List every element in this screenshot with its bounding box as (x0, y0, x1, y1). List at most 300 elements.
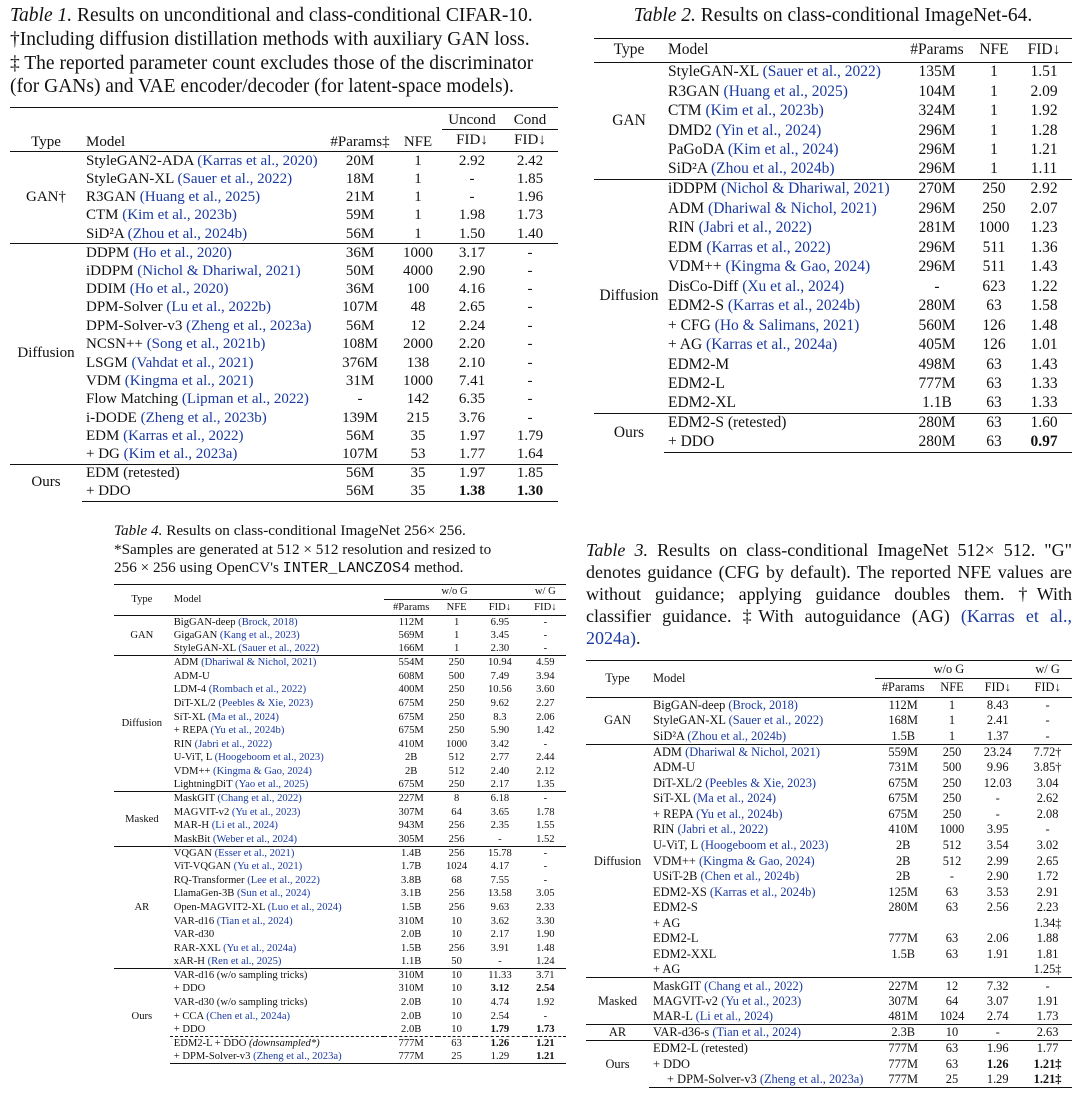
model-name: ADM (653, 744, 682, 759)
model-name: + AG (653, 962, 681, 977)
cell-n: 10 (451, 1010, 462, 1022)
cell-n: 142 (406, 391, 430, 408)
table-row (114, 941, 566, 955)
model-citation: (Huang et al., 2025) (723, 82, 848, 100)
model-citation: (Karras et al., 2024b) (709, 884, 816, 899)
model-name: DiT-XL/2 (653, 775, 703, 790)
cell-g: 1.72 (1036, 869, 1059, 884)
cell-a: 6.95 (475, 615, 525, 629)
model-cell (170, 955, 385, 969)
model-name: ADM (173, 657, 199, 669)
cell-a: - (995, 791, 1000, 806)
model-name: EDM2-S (653, 900, 698, 915)
cell-n: 64 (945, 993, 959, 1008)
model-name: EDM2-L (retested) (653, 1041, 748, 1056)
cell-g: 3.02 (1036, 837, 1059, 852)
cell-p: 296M (918, 121, 956, 139)
cell-g: 1.21‡ (1023, 1072, 1072, 1088)
header-type: Type (10, 108, 82, 152)
cell-n: 63 (945, 931, 959, 946)
cell-p: 2B (405, 752, 418, 764)
cell-p: 498M (918, 355, 956, 373)
model-cell (649, 900, 875, 916)
row-type: AR (586, 1025, 649, 1041)
model-cell (170, 737, 385, 751)
table-row (594, 199, 1072, 219)
model-name: EDM2-S (retested) (668, 414, 787, 432)
cell-a: 2.17 (490, 779, 510, 791)
cell-p: 296M (918, 238, 956, 256)
model-name: R3GAN (668, 82, 720, 100)
model-cell (82, 354, 326, 372)
model-citation: (Ho et al., 2020) (129, 281, 229, 298)
cell-n: 1 (990, 121, 998, 139)
model-name: + AG (668, 336, 703, 354)
table-row (114, 751, 566, 765)
model-citation: (Ren et al., 2025) (207, 956, 282, 968)
cell-p: 410M (888, 822, 918, 837)
table-row (586, 713, 1072, 729)
header-params: #Params‡ (326, 108, 394, 152)
cell-n: 63 (972, 413, 1016, 433)
model-cell (649, 1056, 875, 1072)
cell-n: 250 (942, 775, 962, 790)
cell-p: 400M (398, 684, 424, 696)
model-cell (649, 916, 875, 932)
cell-g: - (525, 615, 566, 629)
header-nfe: NFE (394, 108, 442, 152)
cell-p: 125M (888, 884, 918, 899)
model-name: iDDPM (668, 180, 718, 198)
cell-a: 2.90 (986, 869, 1009, 884)
cell-u: 2.65 (458, 299, 486, 316)
model-name: VAR-d30 (173, 929, 215, 941)
model-citation: (Hoogeboom et al., 2023) (214, 752, 324, 764)
model-name: DPM-Solver (86, 299, 163, 316)
cell-n: 1 (972, 62, 1016, 82)
row-type: Masked (114, 792, 170, 846)
header-with-guidance: w/ G (1023, 660, 1072, 678)
model-name: StyleGAN-XL (653, 713, 726, 728)
cell-n: 63 (986, 297, 1002, 315)
table-row (586, 697, 1072, 713)
cell-n: 63 (945, 900, 959, 915)
cell-g: - (525, 792, 566, 806)
model-citation: (Zhou et al., 2024b) (127, 225, 248, 242)
cell-n: 10 (451, 997, 462, 1009)
table-row (114, 670, 566, 684)
model-citation: (Li et al., 2024) (211, 820, 278, 832)
model-name: LightningDiT (173, 779, 233, 791)
cell-p: 675M (888, 775, 918, 790)
model-name: + DPM-Solver-v3 (667, 1071, 757, 1086)
cell-n: 512 (942, 853, 962, 868)
cell-p: 59M (345, 207, 375, 224)
model-citation: (Sauer et al., 2022) (238, 643, 320, 655)
model-name: ADM-U (653, 759, 696, 774)
model-citation: (Brock, 2018) (238, 616, 298, 628)
cell-g: 1.24 (536, 956, 555, 968)
model-cell (664, 160, 902, 180)
cell-p: 777M (875, 1041, 932, 1057)
cell-g: - (1045, 713, 1050, 728)
table-row (594, 296, 1072, 316)
cell-n: 63 (932, 1041, 973, 1057)
cell-a: 2.40 (490, 765, 510, 777)
model-citation: (Kingma & Gao, 2024) (725, 258, 871, 276)
model-name: MAGVIT-v2 (653, 993, 718, 1008)
caption-line (114, 541, 566, 560)
cell-n: 1 (414, 189, 422, 206)
cell-g: 1.91 (1036, 993, 1059, 1008)
cell-g: 1.92 (536, 997, 555, 1009)
cell-n: 1000 (445, 738, 468, 750)
cell-p: 296M (918, 160, 956, 178)
cell-n: 12 (932, 978, 973, 994)
cell-f: 1.21 (1030, 141, 1058, 159)
cell-p: 2.0B (401, 929, 422, 941)
cell-g: 2.54 (536, 983, 555, 995)
model-cell (170, 887, 385, 901)
caption-text: Results on unconditional and class-conditional CIFAR-10. (72, 5, 533, 26)
cell-a: 7.55 (490, 874, 510, 886)
model-name: CTM (86, 207, 119, 224)
model-cell (664, 238, 902, 258)
cell-g: 1.35 (536, 779, 555, 791)
table-row (586, 900, 1072, 916)
model-citation: (Peebles & Xie, 2023) (218, 698, 314, 709)
table-row (114, 1050, 566, 1064)
model-cell (170, 846, 385, 860)
cell-p: 168M (888, 713, 918, 728)
cell-n: 48 (410, 299, 426, 316)
cell-k: 2.42 (502, 152, 558, 170)
cell-a: 8.43 (972, 697, 1023, 713)
model-cell (170, 670, 385, 684)
cell-g: - (543, 738, 548, 750)
table-row (10, 152, 558, 170)
header-params: #Params (902, 38, 972, 62)
model-citation: (Kim et al., 2024) (727, 141, 839, 159)
table-row (114, 887, 566, 901)
model-cell (649, 994, 875, 1010)
table-row (594, 62, 1072, 82)
cell-n: 1 (414, 207, 422, 224)
cell-a: - (498, 833, 502, 845)
cell-n: 250 (448, 779, 465, 791)
table-row (10, 354, 558, 372)
cell-a: - (972, 1025, 1023, 1041)
header-with-guidance: w/ G (525, 584, 566, 599)
cell-n: 250 (982, 199, 1006, 217)
model-cell (170, 724, 385, 738)
model-cell (170, 792, 385, 806)
cell-p: 777M (384, 1050, 438, 1064)
table-row (586, 760, 1072, 776)
cell-p: 56M (326, 483, 394, 501)
cell-a: - (995, 806, 1000, 821)
cell-p: 675M (398, 698, 424, 709)
model-name: + DG (86, 446, 120, 463)
cell-p: 21M (345, 189, 375, 206)
header-params: #Params (392, 601, 430, 613)
model-cell (82, 391, 326, 409)
header-cond: Cond (502, 108, 558, 130)
cell-p: 324M (918, 102, 956, 120)
table-row (586, 931, 1072, 947)
model-note: (downsampled*) (249, 1038, 320, 1050)
cell-n: 10 (451, 983, 462, 995)
cell-g: 1.21‡ (1033, 1056, 1062, 1071)
table-row (114, 928, 566, 942)
cell-n: 1 (990, 82, 998, 100)
cell-a: 1.91 (986, 947, 1009, 962)
cell-g: 3.71 (525, 969, 566, 983)
cell-n: 63 (986, 394, 1002, 412)
cell-p: 675M (398, 779, 424, 791)
table-row (10, 299, 558, 317)
cell-g: 1.78 (536, 806, 555, 818)
cell-g: - (525, 846, 566, 860)
cell-g: - (1023, 978, 1072, 994)
cell-p (875, 962, 932, 978)
cell-u: 2.10 (458, 354, 486, 371)
model-name: VAR-d16 (173, 915, 215, 927)
model-cell (649, 978, 875, 994)
cell-a: 2.30 (490, 643, 510, 655)
model-citation: (Zheng et al., 2023a) (759, 1071, 864, 1086)
cell-n: - (949, 869, 955, 884)
cell-p: 56M (345, 225, 375, 242)
model-name: EDM2-M (668, 355, 730, 373)
model-citation: (Dhariwal & Nichol, 2021) (685, 744, 820, 759)
cell-n: 250 (972, 179, 1016, 199)
model-cell (170, 928, 385, 942)
table-row (10, 262, 558, 280)
cell-n: 138 (406, 354, 430, 371)
cell-p: 2B (405, 765, 418, 777)
cell-a: 1.29 (475, 1050, 525, 1064)
cell-n: 68 (451, 874, 462, 886)
model-name: GigaGAN (173, 630, 218, 642)
table-row (114, 996, 566, 1010)
model-citation: (Jabri et al., 2022) (698, 219, 812, 237)
model-name: CTM (668, 102, 702, 120)
model-citation: (Sauer et al., 2022) (177, 170, 293, 187)
table-row (594, 160, 1072, 180)
cell-p: 777M (384, 1037, 438, 1051)
cell-g: 1.25‡ (1033, 962, 1062, 977)
model-cell (170, 819, 385, 833)
cell-g: 1.90 (536, 929, 555, 941)
cell-p: 280M (888, 900, 918, 915)
model-cell (170, 615, 385, 629)
model-name: EDM (668, 238, 703, 256)
table-row (586, 1041, 1072, 1057)
model-cell (170, 805, 385, 819)
cell-n: 512 (448, 752, 465, 764)
cell-n: 256 (448, 901, 465, 913)
row-type: Ours (586, 1041, 649, 1088)
cell-n: 256 (448, 833, 465, 845)
model-name: VAR-d30 (w/o sampling tricks) (173, 997, 308, 1009)
model-citation: (Weber et al., 2024) (212, 833, 298, 845)
table-row (594, 394, 1072, 414)
header-fid-cond: FID↓ (514, 132, 546, 149)
model-cell (170, 914, 385, 928)
table-row (114, 615, 566, 629)
cell-g: 1.42 (536, 725, 555, 737)
model-citation: (Karras et al., 2024a) (706, 336, 838, 354)
cell-p: 2.0B (401, 997, 422, 1009)
model-name: VAR-d36-s (653, 1025, 710, 1040)
cell-g: 3.85† (1033, 759, 1062, 774)
model-name: MaskGIT (173, 793, 215, 805)
model-citation: (Vahdat et al., 2021) (131, 354, 254, 371)
cell-u: 7.41 (458, 373, 486, 389)
model-cell (82, 483, 326, 501)
cell-u: - (469, 189, 475, 206)
table-1 (10, 107, 558, 501)
cell-n: 63 (438, 1037, 475, 1051)
model-name: EDM2-S (668, 297, 724, 315)
model-citation: (Lipman et al., 2022) (181, 391, 309, 408)
cell-a: 2.74 (986, 1009, 1009, 1024)
header-model: Model (649, 660, 875, 697)
cell-p: - (934, 277, 940, 295)
table-row (114, 1037, 566, 1051)
cell-n: 250 (448, 711, 465, 723)
table-row (114, 683, 566, 697)
cell-p: 20M (326, 152, 394, 170)
model-citation: (Rombach et al., 2022) (208, 684, 307, 696)
model-cell (664, 335, 902, 355)
cell-u: 6.35 (458, 391, 486, 408)
cell-p: 18M (345, 170, 375, 187)
cell-u: 2.90 (458, 262, 486, 279)
model-name: VDM (86, 373, 122, 389)
model-name: EDM (retested) (86, 465, 180, 482)
caption-code: INTER_LANCZOS4 (282, 559, 411, 578)
cell-g: 3.30 (536, 915, 555, 927)
model-citation: (Lee et al., 2022) (247, 874, 320, 886)
cell-a: 4.17 (490, 861, 510, 873)
header-type: Type (114, 584, 170, 615)
cell-g: 2.12 (536, 765, 555, 777)
model-name: + DDO (668, 433, 715, 451)
caption-text: *Samples are generated at 512 × 512 resolution and resized to (114, 540, 492, 558)
cell-p: 108M (342, 336, 378, 353)
cell-a: 6.18 (475, 792, 525, 806)
model-name: + DDO (86, 483, 131, 500)
cell-f: 1.33 (1030, 394, 1058, 412)
cell-p: 36M (345, 281, 375, 298)
cell-g: 2.65 (1036, 853, 1059, 868)
model-cell (170, 996, 385, 1010)
model-citation: (Xu et al., 2024) (742, 277, 845, 295)
table-row (114, 737, 566, 751)
cell-n: 500 (448, 670, 465, 682)
model-name: RIN (668, 219, 695, 237)
cell-n: 1 (990, 141, 998, 159)
model-citation: (Yu et al., 2023) (721, 993, 802, 1008)
model-cell (170, 833, 385, 847)
caption-line (10, 28, 558, 52)
model-cell (664, 140, 902, 160)
cell-a: 2.17 (490, 929, 510, 941)
cell-g: 1.34‡ (1033, 915, 1062, 930)
cell-p: 560M (918, 316, 956, 334)
cell-g: 3.60 (536, 684, 555, 696)
model-cell (664, 179, 902, 199)
model-citation: (Ma et al., 2024) (207, 711, 279, 723)
table-row (10, 483, 558, 501)
model-name: + DDO (653, 1056, 690, 1071)
model-name: DiT-XL/2 (173, 698, 216, 709)
cell-p: 1.1B (401, 956, 422, 968)
cell-p: 1.1B (922, 394, 952, 412)
cell-p: 675M (398, 711, 424, 723)
model-name: SiD²A (668, 160, 708, 178)
cell-p: 310M (398, 983, 424, 995)
model-name: EDM2-XS (653, 884, 707, 899)
model-citation: (Chen et al., 2024a) (206, 1010, 291, 1022)
model-citation: (Kingma & Gao, 2024) (213, 765, 312, 777)
cell-p: 608M (398, 670, 424, 682)
cell-a: - (498, 956, 502, 968)
model-cell (170, 778, 385, 792)
model-cell (664, 374, 902, 394)
cell-a: 4.74 (490, 997, 510, 1009)
cell-p: 1.5B (891, 728, 916, 743)
table-row (586, 728, 1072, 744)
row-type: GAN (114, 615, 170, 656)
model-name: NCSN++ (86, 336, 143, 353)
header-type: Type (594, 38, 664, 62)
cell-p: 56M (345, 428, 375, 445)
model-cell (170, 629, 385, 643)
model-citation: (Zhou et al., 2024b) (710, 160, 835, 178)
table-row (594, 121, 1072, 141)
model-citation: (Jabri et al., 2022) (194, 738, 272, 750)
caption-text: ‡ The reported parameter count excludes those of the discriminator (10, 52, 534, 74)
cell-g: 2.27 (536, 698, 555, 709)
cell-n: 1000 (978, 219, 1010, 237)
cell-n: 256 (448, 820, 465, 832)
model-name: MaskGIT (653, 978, 701, 993)
cell-f: 2.09 (1030, 82, 1058, 100)
cell-g: 2.08 (1036, 806, 1059, 821)
cell-a (972, 962, 1023, 978)
table-row (114, 724, 566, 738)
cell-p: 1.5B (401, 942, 422, 954)
cell-a: 3.45 (490, 630, 510, 642)
model-name: EDM (86, 428, 120, 445)
cell-f: 1.23 (1030, 219, 1058, 237)
cell-g: - (1045, 822, 1050, 837)
model-name: DMD2 (668, 121, 712, 139)
caption-line (10, 4, 558, 28)
cell-p: 296M (918, 199, 956, 217)
row-type: Ours (10, 464, 82, 501)
table-row (114, 765, 566, 779)
cell-p: 731M (888, 759, 918, 774)
header-fid-uncond: FID↓ (456, 132, 488, 149)
model-cell (82, 207, 326, 225)
model-citation: (Tian et al., 2024) (216, 915, 293, 927)
cell-k: 1.30 (502, 483, 558, 501)
model-cell (664, 257, 902, 277)
